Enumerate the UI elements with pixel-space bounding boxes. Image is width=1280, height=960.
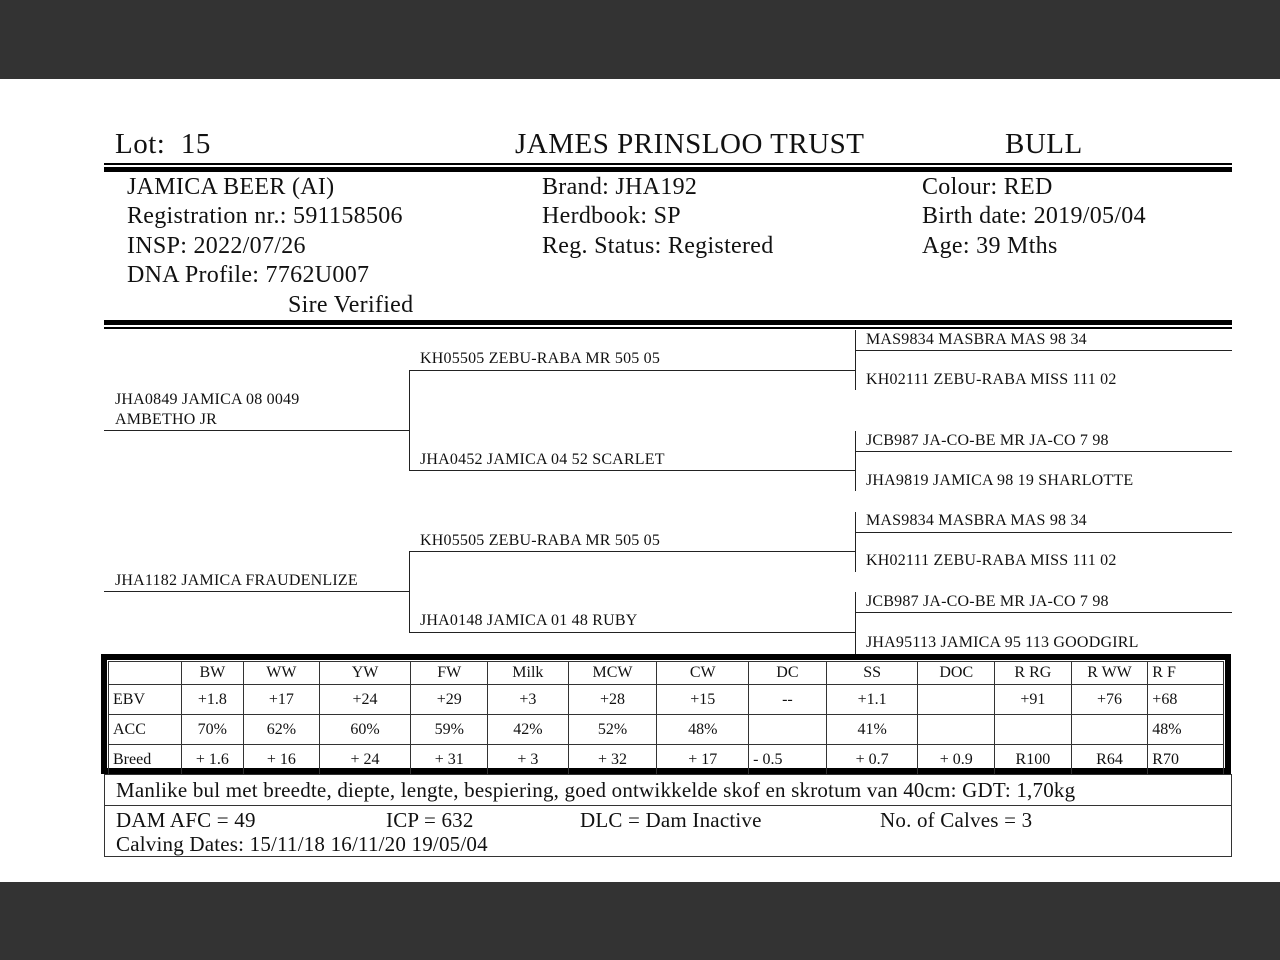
table-cell: + 0.7 [826,745,918,775]
table-cell: 48% [1148,715,1224,745]
ggp-name-5: MAS9834 MASBRA MAS 98 34 [866,512,1087,529]
bottom-letterbox-bar [0,882,1280,960]
animal-name: JAMICA BEER (AI) [127,174,335,200]
herdbook: Herdbook: SP [542,203,681,229]
ggp-line-1 [855,350,1232,351]
table-cell: + 3 [488,745,569,775]
ggp-line-3 [855,532,1232,533]
table-cell: -- [749,685,827,715]
header-rule-thick [104,167,1232,172]
table-cell [749,715,827,745]
table-cell: + 17 [657,745,749,775]
insp-date: INSP: 2022/07/26 [127,233,306,259]
table-cell: 59% [411,715,488,745]
ebv-col-header: Milk [488,662,569,685]
sire-name-line2: AMBETHO JR [115,411,218,428]
table-cell [918,715,995,745]
sire-verified: Sire Verified [288,292,414,318]
table-cell: + 31 [411,745,488,775]
table-cell: R64 [1071,745,1148,775]
dam-dlc: DLC = Dam Inactive [580,808,762,832]
brand: Brand: JHA192 [542,174,698,200]
ebv-col-header: R WW [1071,662,1148,685]
ggp-bracket-1 [855,330,856,390]
dam-afc: DAM AFC = 49 [116,808,256,832]
dam-sire-line [409,551,856,552]
info-rule-thin [104,327,1232,329]
table-cell: 42% [488,715,569,745]
table-cell: +28 [568,685,657,715]
breed-row [109,745,1224,775]
ebv-header-row [109,662,1224,685]
acc-row [109,715,1224,745]
table-cell: 52% [568,715,657,745]
table-cell: +1.1 [826,685,918,715]
ggp-bracket-4 [855,592,856,654]
table-cell: +68 [1148,685,1224,715]
table-cell: +15 [657,685,749,715]
dam-line [104,591,410,592]
remarks-text: Manlike bul met breedte, diepte, lengte, bespiering, goed ontwikkelde skof en skrotum van 40cm: GDT: 1,70kg [116,778,1076,802]
table-cell: +29 [411,685,488,715]
info-rule-thick [104,320,1232,325]
table-cell: 62% [244,715,320,745]
ggp-line-4 [855,612,1232,613]
ebv-col-header: MCW [568,662,657,685]
ggp-name-7: JCB987 JA-CO-BE MR JA-CO 7 98 [866,593,1109,610]
calving-dates: Calving Dates: 15/11/18 16/11/20 19/05/04 [116,832,488,856]
sire-line [104,430,410,431]
ebv-col-header: FW [411,662,488,685]
dna-profile: DNA Profile: 7762U007 [127,262,370,288]
table-cell: 60% [319,715,411,745]
ggp-name-2: KH02111 ZEBU-RABA MISS 111 02 [866,371,1117,388]
table-cell: R100 [995,745,1072,775]
ebv-row [109,685,1224,715]
ebv-col-header: CW [657,662,749,685]
dam-dam-name: JHA0148 JAMICA 01 48 RUBY [420,612,638,629]
ebv-table [108,661,1224,775]
row-label: ACC [109,715,182,745]
registration-number: Registration nr.: 591158506 [127,203,403,229]
ggp-bracket-2 [855,431,856,491]
table-cell: +76 [1071,685,1148,715]
sire-dam-name: JHA0452 JAMICA 04 52 SCARLET [420,451,665,468]
dam-icp: ICP = 632 [386,808,474,832]
ebv-col-header: DOC [918,662,995,685]
table-cell: 70% [181,715,244,745]
ggp-name-1: MAS9834 MASBRA MAS 98 34 [866,331,1087,348]
sire-bracket [409,370,410,470]
ggp-name-8: JHA95113 JAMICA 95 113 GOODGIRL [866,634,1139,651]
ebv-col-header: DC [749,662,827,685]
dam-dam-line [409,632,856,633]
table-cell: R70 [1148,745,1224,775]
table-cell: +3 [488,685,569,715]
ggp-name-6: KH02111 ZEBU-RABA MISS 111 02 [866,552,1117,569]
age: Age: 39 Mths [922,233,1058,259]
remarks-divider [104,805,1232,806]
row-label: EBV [109,685,182,715]
sire-dam-line [409,470,856,471]
dam-name: JHA1182 JAMICA FRAUDENLIZE [115,572,358,589]
ebv-col-header: R RG [995,662,1072,685]
birth-date: Birth date: 2019/05/04 [922,203,1146,229]
ebv-col-header: WW [244,662,320,685]
table-cell: +1.8 [181,685,244,715]
table-cell: 48% [657,715,749,745]
ebv-col-header: R F [1148,662,1224,685]
lot-label: Lot: 15 [115,128,211,160]
number-of-calves: No. of Calves = 3 [880,808,1033,832]
sire-sire-name: KH05505 ZEBU-RABA MR 505 05 [420,350,661,367]
ebv-col-header: YW [319,662,411,685]
sire-sire-line [409,370,856,371]
ggp-line-2 [855,451,1232,452]
table-cell: + 16 [244,745,320,775]
dam-sire-name: KH05505 ZEBU-RABA MR 505 05 [420,532,661,549]
ebv-col-header: SS [826,662,918,685]
table-cell: + 1.6 [181,745,244,775]
top-letterbox-bar [0,0,1280,79]
sex-label: BULL [1005,128,1083,160]
table-cell: +24 [319,685,411,715]
row-label: Breed [109,745,182,775]
table-cell: +91 [995,685,1072,715]
ebv-col-header: BW [181,662,244,685]
sire-name: JHA0849 JAMICA 08 0049 [115,391,300,408]
header-rule-thin [104,163,1232,165]
table-cell: + 0.9 [918,745,995,775]
breeder-name: JAMES PRINSLOO TRUST [515,128,865,160]
table-cell [1071,715,1148,745]
table-cell: 41% [826,715,918,745]
reg-status: Reg. Status: Registered [542,233,774,259]
table-cell: +17 [244,685,320,715]
ggp-bracket-3 [855,512,856,572]
table-cell [995,715,1072,745]
dam-bracket [409,551,410,632]
table-cell [918,685,995,715]
lot-number: 15 [180,128,211,160]
table-cell: + 32 [568,745,657,775]
ggp-name-4: JHA9819 JAMICA 98 19 SHARLOTTE [866,472,1134,489]
table-cell: - 0.5 [749,745,827,775]
ebv-col-header [109,662,182,685]
table-cell: + 24 [319,745,411,775]
ggp-name-3: JCB987 JA-CO-BE MR JA-CO 7 98 [866,432,1109,449]
colour: Colour: RED [922,174,1053,200]
